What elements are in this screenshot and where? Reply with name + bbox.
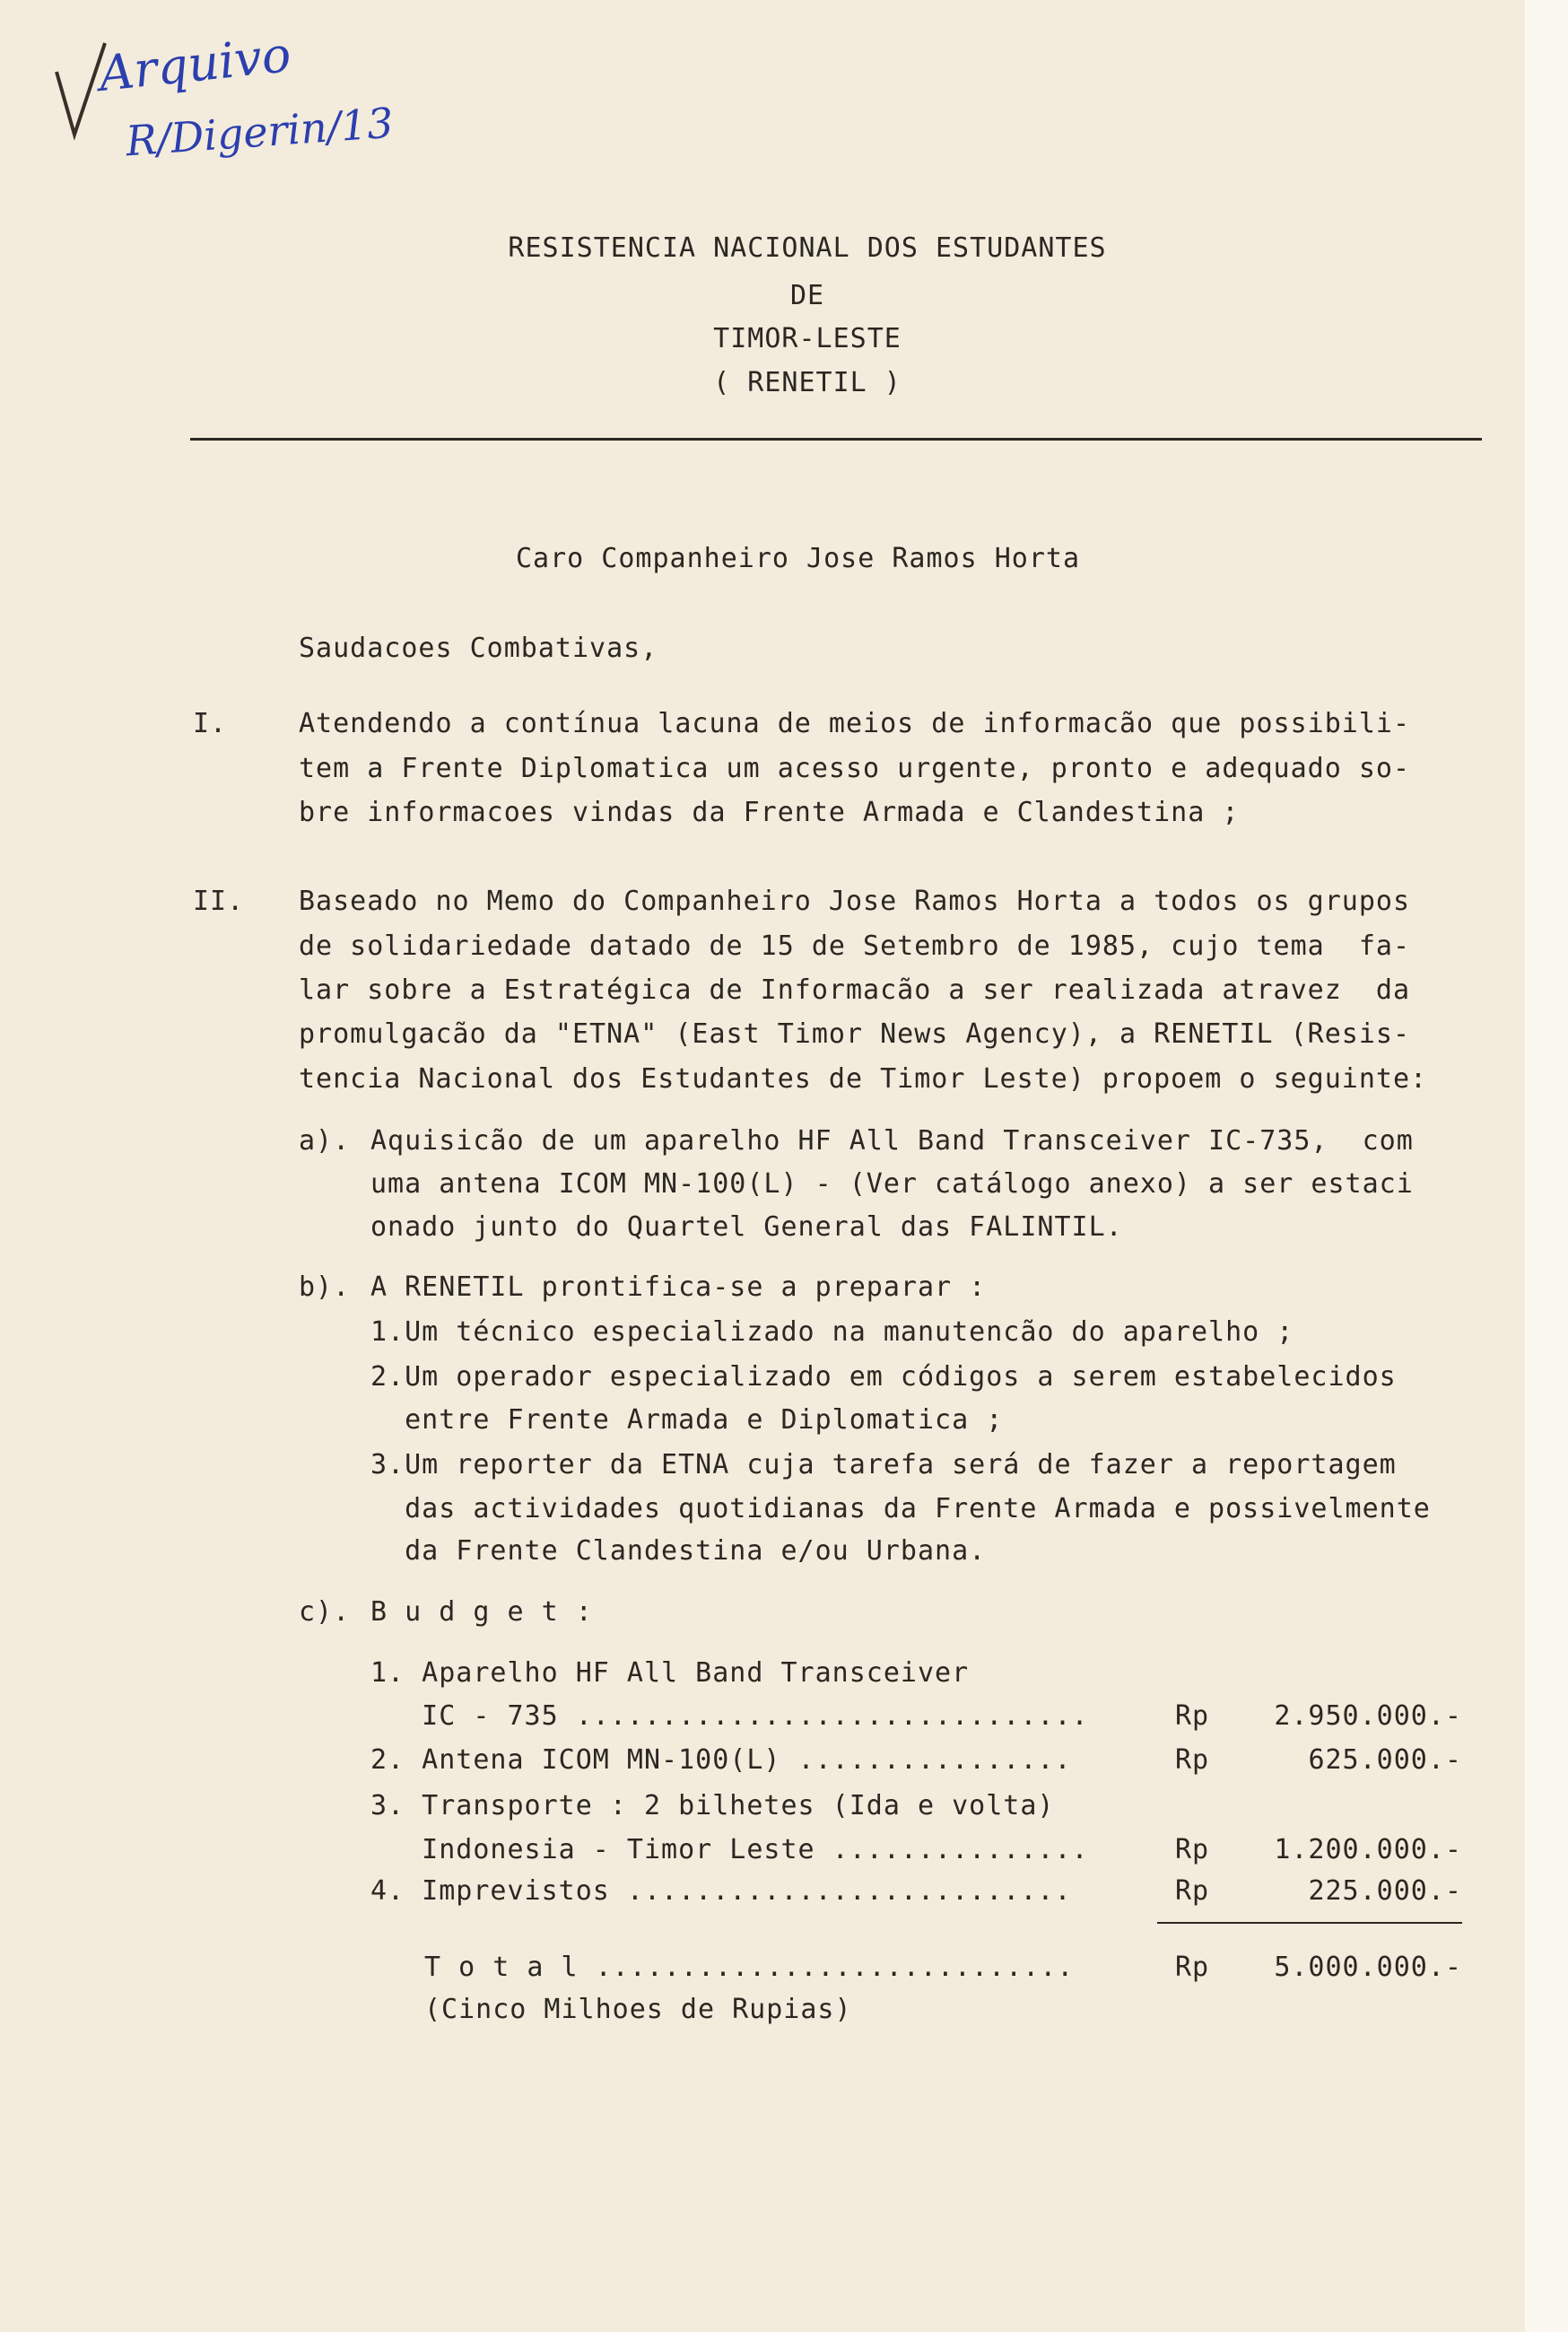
- section-ii-line: lar sobre a Estratégica de Informacão a ser realizada atravez da: [299, 974, 1410, 1006]
- salutation: Caro Companheiro Jose Ramos Horta: [516, 543, 1081, 574]
- budget-currency: Rp: [1175, 1834, 1210, 1865]
- budget-currency: Rp: [1175, 1744, 1210, 1776]
- checkmark-icon: [49, 36, 112, 144]
- section-i-line: tem a Frente Diplomatica um acesso urgente, pronto e adequado so-: [299, 753, 1410, 784]
- item-b-line: 1.Um técnico especializado na manutencão do aparelho ;: [370, 1316, 1294, 1348]
- budget-amount: 1.200.000.-: [1274, 1834, 1462, 1865]
- total-in-words: (Cinco Milhoes de Rupias): [424, 1994, 852, 2025]
- budget-currency: Rp: [1175, 1700, 1210, 1732]
- section-ii-line: promulgacão da "ETNA" (East Timor News Agency), a RENETIL (Resis-: [299, 1018, 1410, 1050]
- budget-item-desc: 4. Imprevistos ..........................: [370, 1875, 1072, 1907]
- scan-margin: [1525, 0, 1568, 2332]
- header-divider: [190, 438, 1482, 441]
- section-ii-line: tencia Nacional dos Estudantes de Timor Leste) propoem o seguinte:: [299, 1063, 1428, 1095]
- org-name: RESISTENCIA NACIONAL DOS ESTUDANTES: [508, 232, 1107, 264]
- item-a-line: Aquisicão de um aparelho HF All Band Transceiver IC-735, com: [370, 1125, 1414, 1157]
- item-b-line: 3.Um reporter da ETNA cuja tarefa será de fazer a reportagem: [370, 1449, 1397, 1480]
- handwritten-note-2: R/Digerin/13: [124, 98, 396, 166]
- item-a-line: onado junto do Quartel General das FALINTIL.: [370, 1211, 1123, 1243]
- item-label-a: a).: [299, 1125, 351, 1157]
- item-b-line: 2.Um operador especializado em códigos a serem estabelecidos: [370, 1361, 1397, 1393]
- handwritten-note-1: Arquivo: [96, 25, 294, 103]
- total-divider: [1157, 1922, 1462, 1924]
- item-label-c: c).: [299, 1596, 351, 1628]
- section-label-ii: II.: [193, 886, 245, 917]
- budget-item-desc: 1. Aparelho HF All Band Transceiver: [370, 1657, 970, 1689]
- section-ii-line: de solidariedade datado de 15 de Setembro de 1985, cujo tema fa-: [299, 930, 1410, 962]
- item-b-line: entre Frente Armada e Diplomatica ;: [370, 1404, 1004, 1436]
- total-amount: 5.000.000.-: [1274, 1952, 1462, 1983]
- org-name-country: TIMOR-LESTE: [713, 323, 902, 354]
- budget-item-desc: 2. Antena ICOM MN-100(L) ................: [370, 1744, 1072, 1776]
- budget-item-desc: IC - 735 ..............................: [370, 1700, 1089, 1732]
- org-name-de: DE: [789, 280, 825, 311]
- budget-amount: 2.950.000.-: [1274, 1700, 1462, 1732]
- item-label-b: b).: [299, 1271, 351, 1303]
- budget-amount: 625.000.-: [1308, 1744, 1462, 1776]
- greeting: Saudacoes Combativas,: [299, 633, 658, 664]
- section-label-i: I.: [193, 708, 228, 739]
- item-b-line: A RENETIL prontifica-se a preparar :: [370, 1271, 987, 1303]
- total-currency: Rp: [1175, 1952, 1210, 1983]
- section-ii-line: Baseado no Memo do Companheiro Jose Ramos Horta a todos os grupos: [299, 886, 1410, 917]
- budget-title: B u d g e t :: [370, 1596, 593, 1628]
- budget-item-desc: 3. Transporte : 2 bilhetes (Ida e volta): [370, 1790, 1055, 1821]
- item-a-line: uma antena ICOM MN-100(L) - (Ver catálogo anexo) a ser estaci: [370, 1168, 1414, 1200]
- section-i-line: Atendendo a contínua lacuna de meios de informacão que possibili-: [299, 708, 1410, 739]
- budget-item-desc: Indonesia - Timor Leste ...............: [370, 1834, 1089, 1865]
- org-acronym: ( RENETIL ): [713, 367, 902, 398]
- section-i-line: bre informacoes vindas da Frente Armada e Clandestina ;: [299, 797, 1240, 828]
- item-b-line: da Frente Clandestina e/ou Urbana.: [370, 1535, 987, 1567]
- budget-currency: Rp: [1175, 1875, 1210, 1907]
- total-label: T o t a l ............................: [424, 1952, 1075, 1983]
- item-b-line: das actividades quotidianas da Frente Armada e possivelmente: [370, 1493, 1431, 1524]
- budget-amount: 225.000.-: [1308, 1875, 1462, 1907]
